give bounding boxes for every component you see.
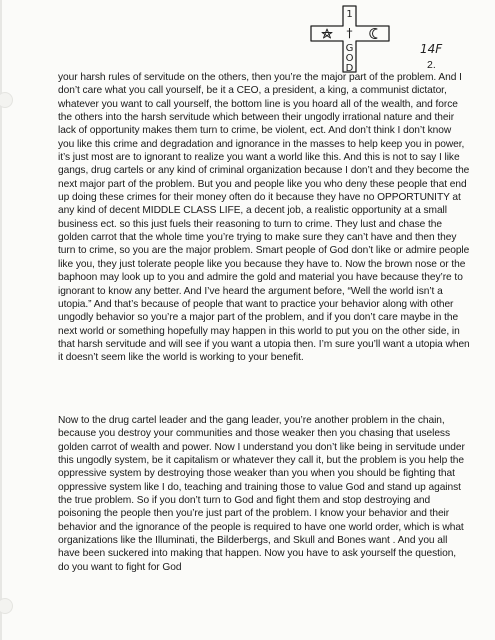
hand-drawn-cross-logo xyxy=(305,4,395,74)
cross-letter-o: O xyxy=(345,53,354,64)
body-paragraph-2 xyxy=(58,414,470,574)
page-number: 2. xyxy=(427,59,436,71)
cross-letter-g: G xyxy=(345,43,354,54)
paragraph-text: your harsh rules of servitude on the others, then you’re the major part of the problem. And I don’t care what you call yourself, be it a CEO, a president, a king, a communist dictator, whatever you want to call yourself, the bottom line is you hoard all of the wealth, and force the others into the harsh servitude which between their ungodly irrational nature and their lack of opportunity makes them turn to crime, be violent, ect. And don’t think I don’t know you like this crime and degradation and ignorance in the masses to help keep you in power, it’s just most are to ignorant to realize you want a world like this. And this is not to say I like gangs, drug cartels or any kind of criminal organization because I don’t and they become the next major part of the problem. But you and people like you who deny these people that end up doing these crimes for their money often do it because they have no OPPORTUNITY at any kind of decent MIDDLE CLASS LIFE, a decent job, a realistic opportunity at a small business ect. so this just fuels their reasoning to turn to crime. They lust and chase the golden carrot that the whole time you’re trying to make sure they can’t have and then they turn to crime, so you are the major problem. Smart people of God don’t like or admire people like you, they just tolerate people like you because they have to. Now the brown nose or the baphoon may look up to you and admire the gold and material you have because they’re to ignorant to know any better. And I’ve heard the argument before, “Well the world isn’t a utopia.” And that’s because of people that want to practice your behavior along with other ungodly behavior so you’re a major part of the problem, and if you don’t care maybe in the next world or something hopefully may happen in this world to put you on the other side, in that harsh servitude and will see if you want a utopia then. I’m sure you’ll want a utopia when it doesn’t seem like the world is working to your benefit. xyxy=(58,72,470,364)
cross-letter-d: D xyxy=(345,63,354,74)
body-paragraph-1 xyxy=(58,71,470,365)
crescent-icon xyxy=(370,29,377,39)
star-icon xyxy=(322,29,332,38)
page-tag-handwritten: 14F xyxy=(420,42,443,56)
cross-mark: † xyxy=(346,26,353,40)
cross-numeral: 1 xyxy=(346,9,353,20)
paragraph-text: Now to the drug cartel leader and the gang leader, you’re another problem in the chain, because you destroy your communities and those weaker then you chasing that useless golden carrot of wealth and power. Now I understand you don’t like being in servitude under this ungodly system, be it capitalism or whatever they call it, but the problem is you help the oppressive system by destroying those weaker than you when you should be fighting that oppressive system like I do, teaching and training those to value God and stand up against the true problem. So if you don’t turn to God and fight them and stop destroying and poisoning the people then you’re just part of the problem. I know your behavior and their behavior and the ignorance of the people is required to have one world order, which is what organizations like the Illuminati, the Bilderbergs, and Skull and Bones want . And you all have been suckered into making that happen. Now you have to ask yourself the question, do you want to fight for God xyxy=(58,415,465,573)
